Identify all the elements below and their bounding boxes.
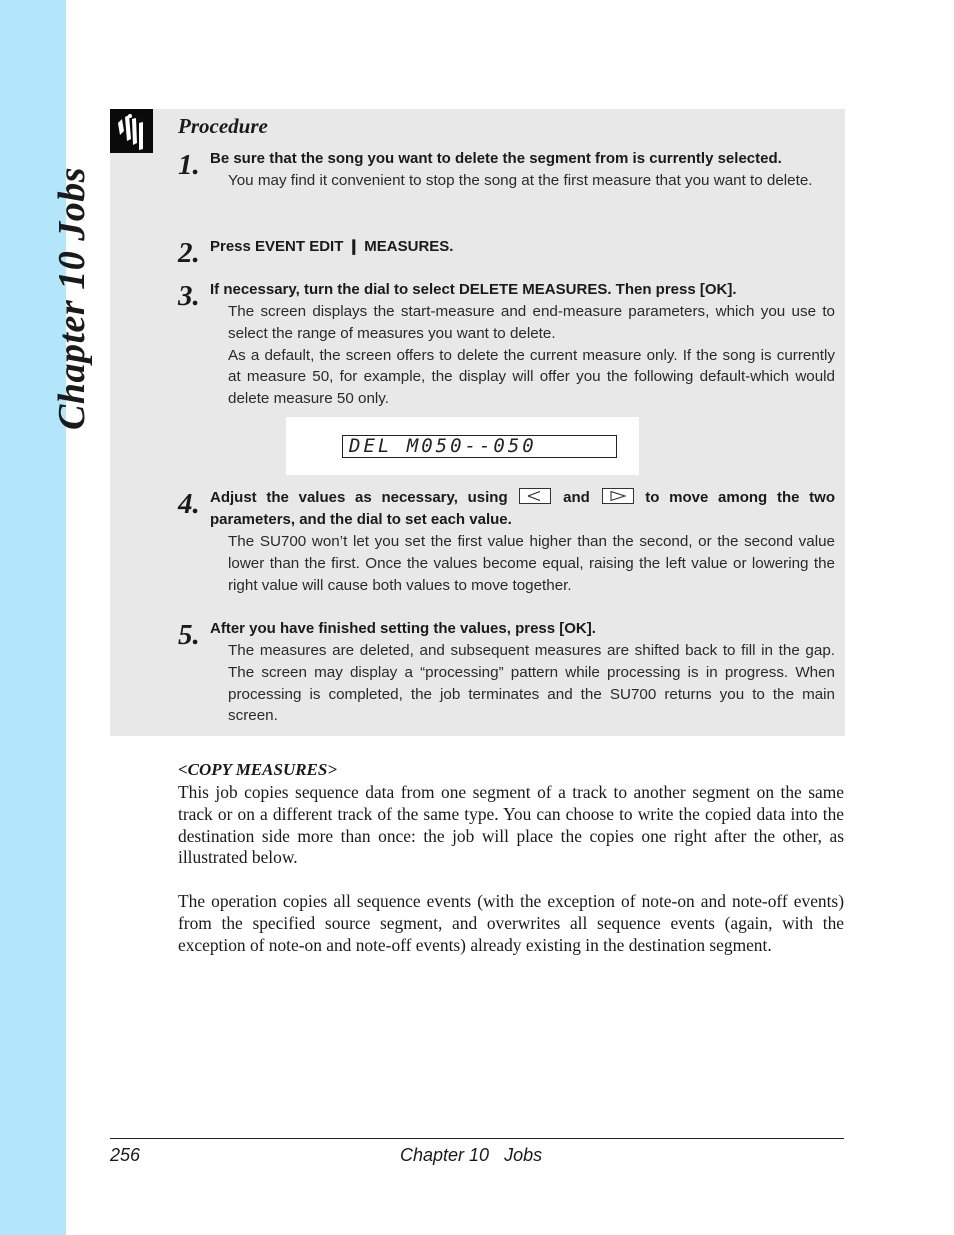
- step-number: 1.: [178, 149, 200, 181]
- step-heading: If necessary, turn the dial to select DELETE MEASURES. Then press [OK].: [210, 281, 737, 298]
- footer-chapter-title: Chapter 10 Jobs: [400, 1145, 543, 1165]
- step-body: [228, 531, 835, 596]
- step-heading-part: and: [563, 489, 590, 506]
- procedure-heading: Procedure: [178, 114, 268, 138]
- step-number: 3.: [178, 280, 200, 312]
- step-paragraph: The screen displays the start-measure and end-measure parameters, which you use to select the range of measures you want to delete.: [228, 303, 835, 342]
- step-body: [228, 640, 835, 727]
- section-heading: <COPY MEASURES>: [178, 760, 338, 779]
- body-paragraph: The operation copies all sequence events (with the exception of note-on and note-off events) from the specified source segment, and overwrites all sequence events (again, with the exception of note-on and note-off events) already existing in the destination segment.: [178, 891, 844, 955]
- sidebar-chapter-title: Chapter 10 Jobs: [51, 167, 93, 430]
- body-paragraph: This job copies sequence data from one segment of a track to another segment on the same track or on a different track of the same type. You can choose to write the copied data into the destination side more than once: the job will place the copies one right after the other, as illustrated below.: [178, 782, 844, 868]
- lcd-display: DEL M050--050: [342, 435, 617, 458]
- step-paragraph: The SU700 won’t let you set the first value higher than the second, or the second value lower than the first. Once the values become equal, raising the left value or lowering the right value will cause both values to move together.: [228, 533, 835, 594]
- page-number: 256: [110, 1145, 141, 1165]
- step-paragraph: The measures are deleted, and subsequent measures are shifted back to fill in the gap. The screen may display a “processing” pattern while processing is in progress. When processing is completed, the job terminates and the SU700 returns you to the main screen.: [228, 642, 835, 725]
- step-heading-part: Adjust the values as necessary, using: [210, 489, 508, 506]
- step-body: [228, 301, 835, 410]
- step-heading: Be sure that the song you want to delete the segment from is currently selected.: [210, 150, 782, 167]
- step-number: 4.: [178, 488, 200, 520]
- step-heading: After you have finished setting the values, press [OK].: [210, 620, 596, 637]
- step-number: 5.: [178, 619, 200, 651]
- right-arrow-button-icon: [602, 488, 634, 504]
- step-number: 2.: [178, 237, 200, 269]
- step-heading-part: to move among the two parameters, and the dial to set each value.: [210, 489, 835, 528]
- procedure-hand-icon: [110, 109, 153, 153]
- footer-divider: [110, 1138, 844, 1139]
- step-paragraph: You may find it convenient to stop the song at the first measure that you want to delete.: [228, 172, 813, 189]
- step-body: [228, 170, 835, 192]
- lcd-display-panel: [286, 417, 639, 475]
- left-arrow-button-icon: [519, 488, 551, 504]
- step-heading: Press EVENT EDIT ❙ MEASURES.: [210, 238, 454, 255]
- step-paragraph: As a default, the screen offers to delete the current measure only. If the song is currently at measure 50, for example, the display will offer you the following default-which would delete measure 50 only.: [228, 346, 835, 408]
- step-heading: [210, 487, 835, 531]
